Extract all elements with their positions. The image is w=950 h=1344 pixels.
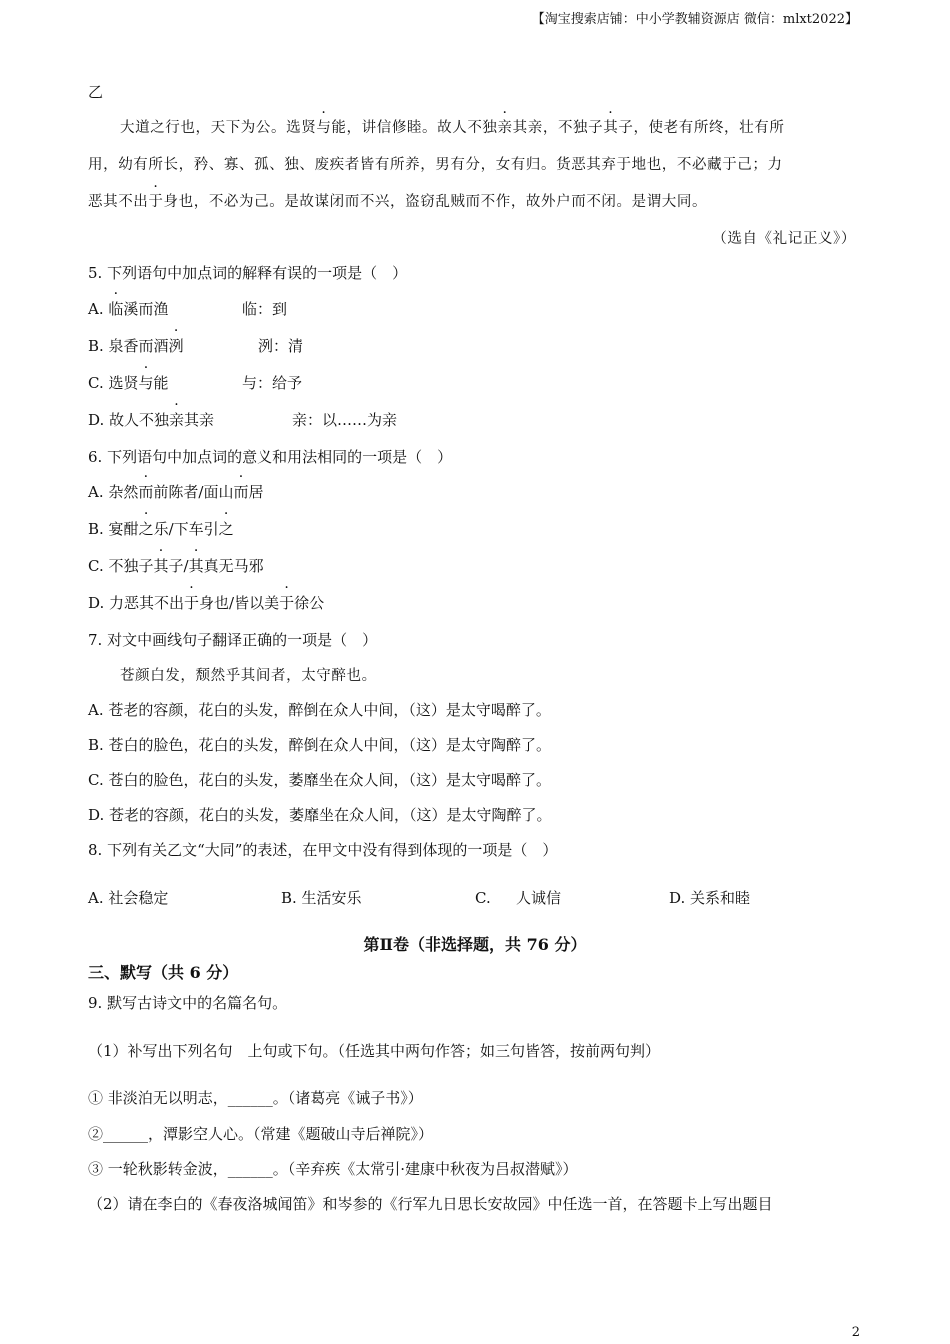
- q5-option-a: [88, 299, 168, 319]
- dotted-char: 于: [184, 594, 200, 612]
- q7-stem: 7. 对文中画线句子翻译正确的一项是（ ）: [88, 631, 378, 649]
- text: C. 选贤: [88, 374, 139, 392]
- q6-option-a: [88, 482, 263, 502]
- q6-stem: 6. 下列语句中加点词的意义和用法相同的一项是（ ）: [88, 448, 453, 466]
- part2-title: 第Ⅱ卷（非选择题，共 76 分）: [363, 935, 587, 954]
- q6-option-d: [88, 593, 324, 613]
- text: 其亲: [184, 411, 215, 429]
- text: 恶其不出: [88, 194, 149, 210]
- text: 能，讲信修睦。故人不独: [331, 120, 498, 136]
- dotted-char: 而: [138, 483, 154, 501]
- q8-option-c-text: 人诚信: [516, 889, 562, 907]
- text: 子/: [168, 557, 189, 575]
- text: A. 杂然: [88, 483, 139, 501]
- page-number: 2: [851, 1325, 860, 1340]
- dotted-char: 临: [108, 300, 124, 318]
- q7-option-b: B. 苍白的脸色，花白的头发，醉倒在众人中间，（这）是太守陶醉了。: [88, 736, 552, 754]
- passage-label: 乙: [88, 83, 104, 101]
- q7-quote: 苍颜白发，颓然乎其间者，太守醉也。: [120, 668, 377, 684]
- dotted-char: 亲: [169, 411, 185, 429]
- dotted-char: 与: [138, 374, 154, 392]
- text: A.: [88, 300, 109, 318]
- section-title: 三、默写（共 6 分）: [88, 963, 239, 982]
- text: 其亲，不独子: [512, 120, 604, 136]
- passage-line-1: [120, 118, 784, 138]
- q5-option-d: [88, 410, 214, 430]
- dotted-char: 与: [316, 120, 332, 136]
- q9-item-3: ③ 一轮秋影转金波，______。（辛弃疾《太常引·建康中秋夜为吕叔潜赋》）: [88, 1160, 578, 1178]
- text: 大道之行也，天下为公。选贤: [120, 120, 317, 136]
- text: 徐公: [294, 594, 325, 612]
- q7-option-c: C. 苍白的脸色，花白的头发，萎靡坐在众人间，（这）是太守喝醉了。: [88, 771, 551, 789]
- text: 子，使老有所终，壮有所: [618, 120, 785, 136]
- dotted-char: 而: [233, 483, 249, 501]
- dotted-char: 其: [188, 557, 204, 575]
- q8-option-a: A. 社会稳定: [88, 889, 169, 907]
- passage-line-3: [88, 192, 707, 212]
- passage-source: （选自《礼记正义》）: [712, 231, 856, 247]
- q9-stem: 9. 默写古诗文中的名篇名句。: [88, 994, 288, 1012]
- q8-stem: 8. 下列有关乙文“大同”的表述，在甲文中没有得到体现的一项是（ ）: [88, 841, 558, 859]
- q9-sub1: （1）补写出下列名句 上句或下句。（任选其中两句作答；如三句皆答，按前两句判）: [88, 1042, 661, 1060]
- dotted-char: 其: [603, 120, 619, 136]
- q8-option-d: D. 关系和睦: [669, 889, 751, 907]
- q5-gloss-b: 洌：清: [258, 337, 304, 355]
- text: 能: [153, 374, 169, 392]
- text: 乐/下车引: [153, 520, 219, 538]
- passage-line-2: 用，幼有所长，矜、寡、孤、独、废疾者皆有所养，男有分，女有归。货恶其弃于地也，不必藏于己；力: [88, 157, 783, 173]
- text: B. 泉香而酒: [88, 337, 169, 355]
- q8-option-c-label: C.: [475, 889, 491, 907]
- text: 身也/皆以美: [199, 594, 280, 612]
- dotted-char: 于: [148, 194, 164, 210]
- dotted-char: 之: [138, 520, 154, 538]
- q7-option-d: D. 苍老的容颜，花白的头发，萎靡坐在众人间，（这）是太守陶醉了。: [88, 806, 552, 824]
- dotted-char: 洌: [168, 337, 184, 355]
- text: 真无马邪: [203, 557, 264, 575]
- q9-sub2: （2）请在李白的《春夜洛城闻笛》和岑参的《行军九日思长安故园》中任选一首，在答题卡上写出题目: [88, 1195, 773, 1213]
- q5-stem: 5. 下列语句中加点词的解释有误的一项是（ ）: [88, 264, 408, 282]
- page-header: 【淘宝搜索店铺：中小学教辅资源店 微信：mlxt2022】: [531, 12, 858, 27]
- q5-option-b: [88, 336, 184, 356]
- q8-option-b: B. 生活安乐: [281, 889, 362, 907]
- q5-gloss-d: 亲：以……为亲: [292, 411, 398, 429]
- dotted-char: 亲: [497, 120, 513, 136]
- q5-option-c: [88, 373, 169, 393]
- text: 身也，不必为己。是故谋闭而不兴，盗窃乱贼而不作，故外户而不闭。是谓大同。: [163, 194, 708, 210]
- q7-option-a: A. 苍老的容颜，花白的头发，醉倒在众人中间，（这）是太守喝醉了。: [88, 701, 551, 719]
- text: 溪而渔: [123, 300, 169, 318]
- q9-item-2: ②______，潭影空人心。（常建《题破山寺后禅院》）: [88, 1125, 434, 1143]
- q6-option-b: [88, 519, 234, 539]
- q5-gloss-c: 与：给予: [242, 374, 303, 392]
- q9-item-1: ① 非淡泊无以明志，______。（诸葛亮《诫子书》）: [88, 1089, 423, 1107]
- dotted-char: 之: [218, 520, 234, 538]
- dotted-char: 于: [279, 594, 295, 612]
- dotted-char: 其: [153, 557, 169, 575]
- text: 居: [248, 483, 264, 501]
- q6-option-c: [88, 556, 264, 576]
- text: B. 宴酣: [88, 520, 139, 538]
- q5-gloss-a: 临：到: [242, 300, 288, 318]
- text: D. 故人不独: [88, 411, 170, 429]
- text: C. 不独子: [88, 557, 154, 575]
- text: D. 力恶其不出: [88, 594, 185, 612]
- text: 前陈者/面山: [153, 483, 234, 501]
